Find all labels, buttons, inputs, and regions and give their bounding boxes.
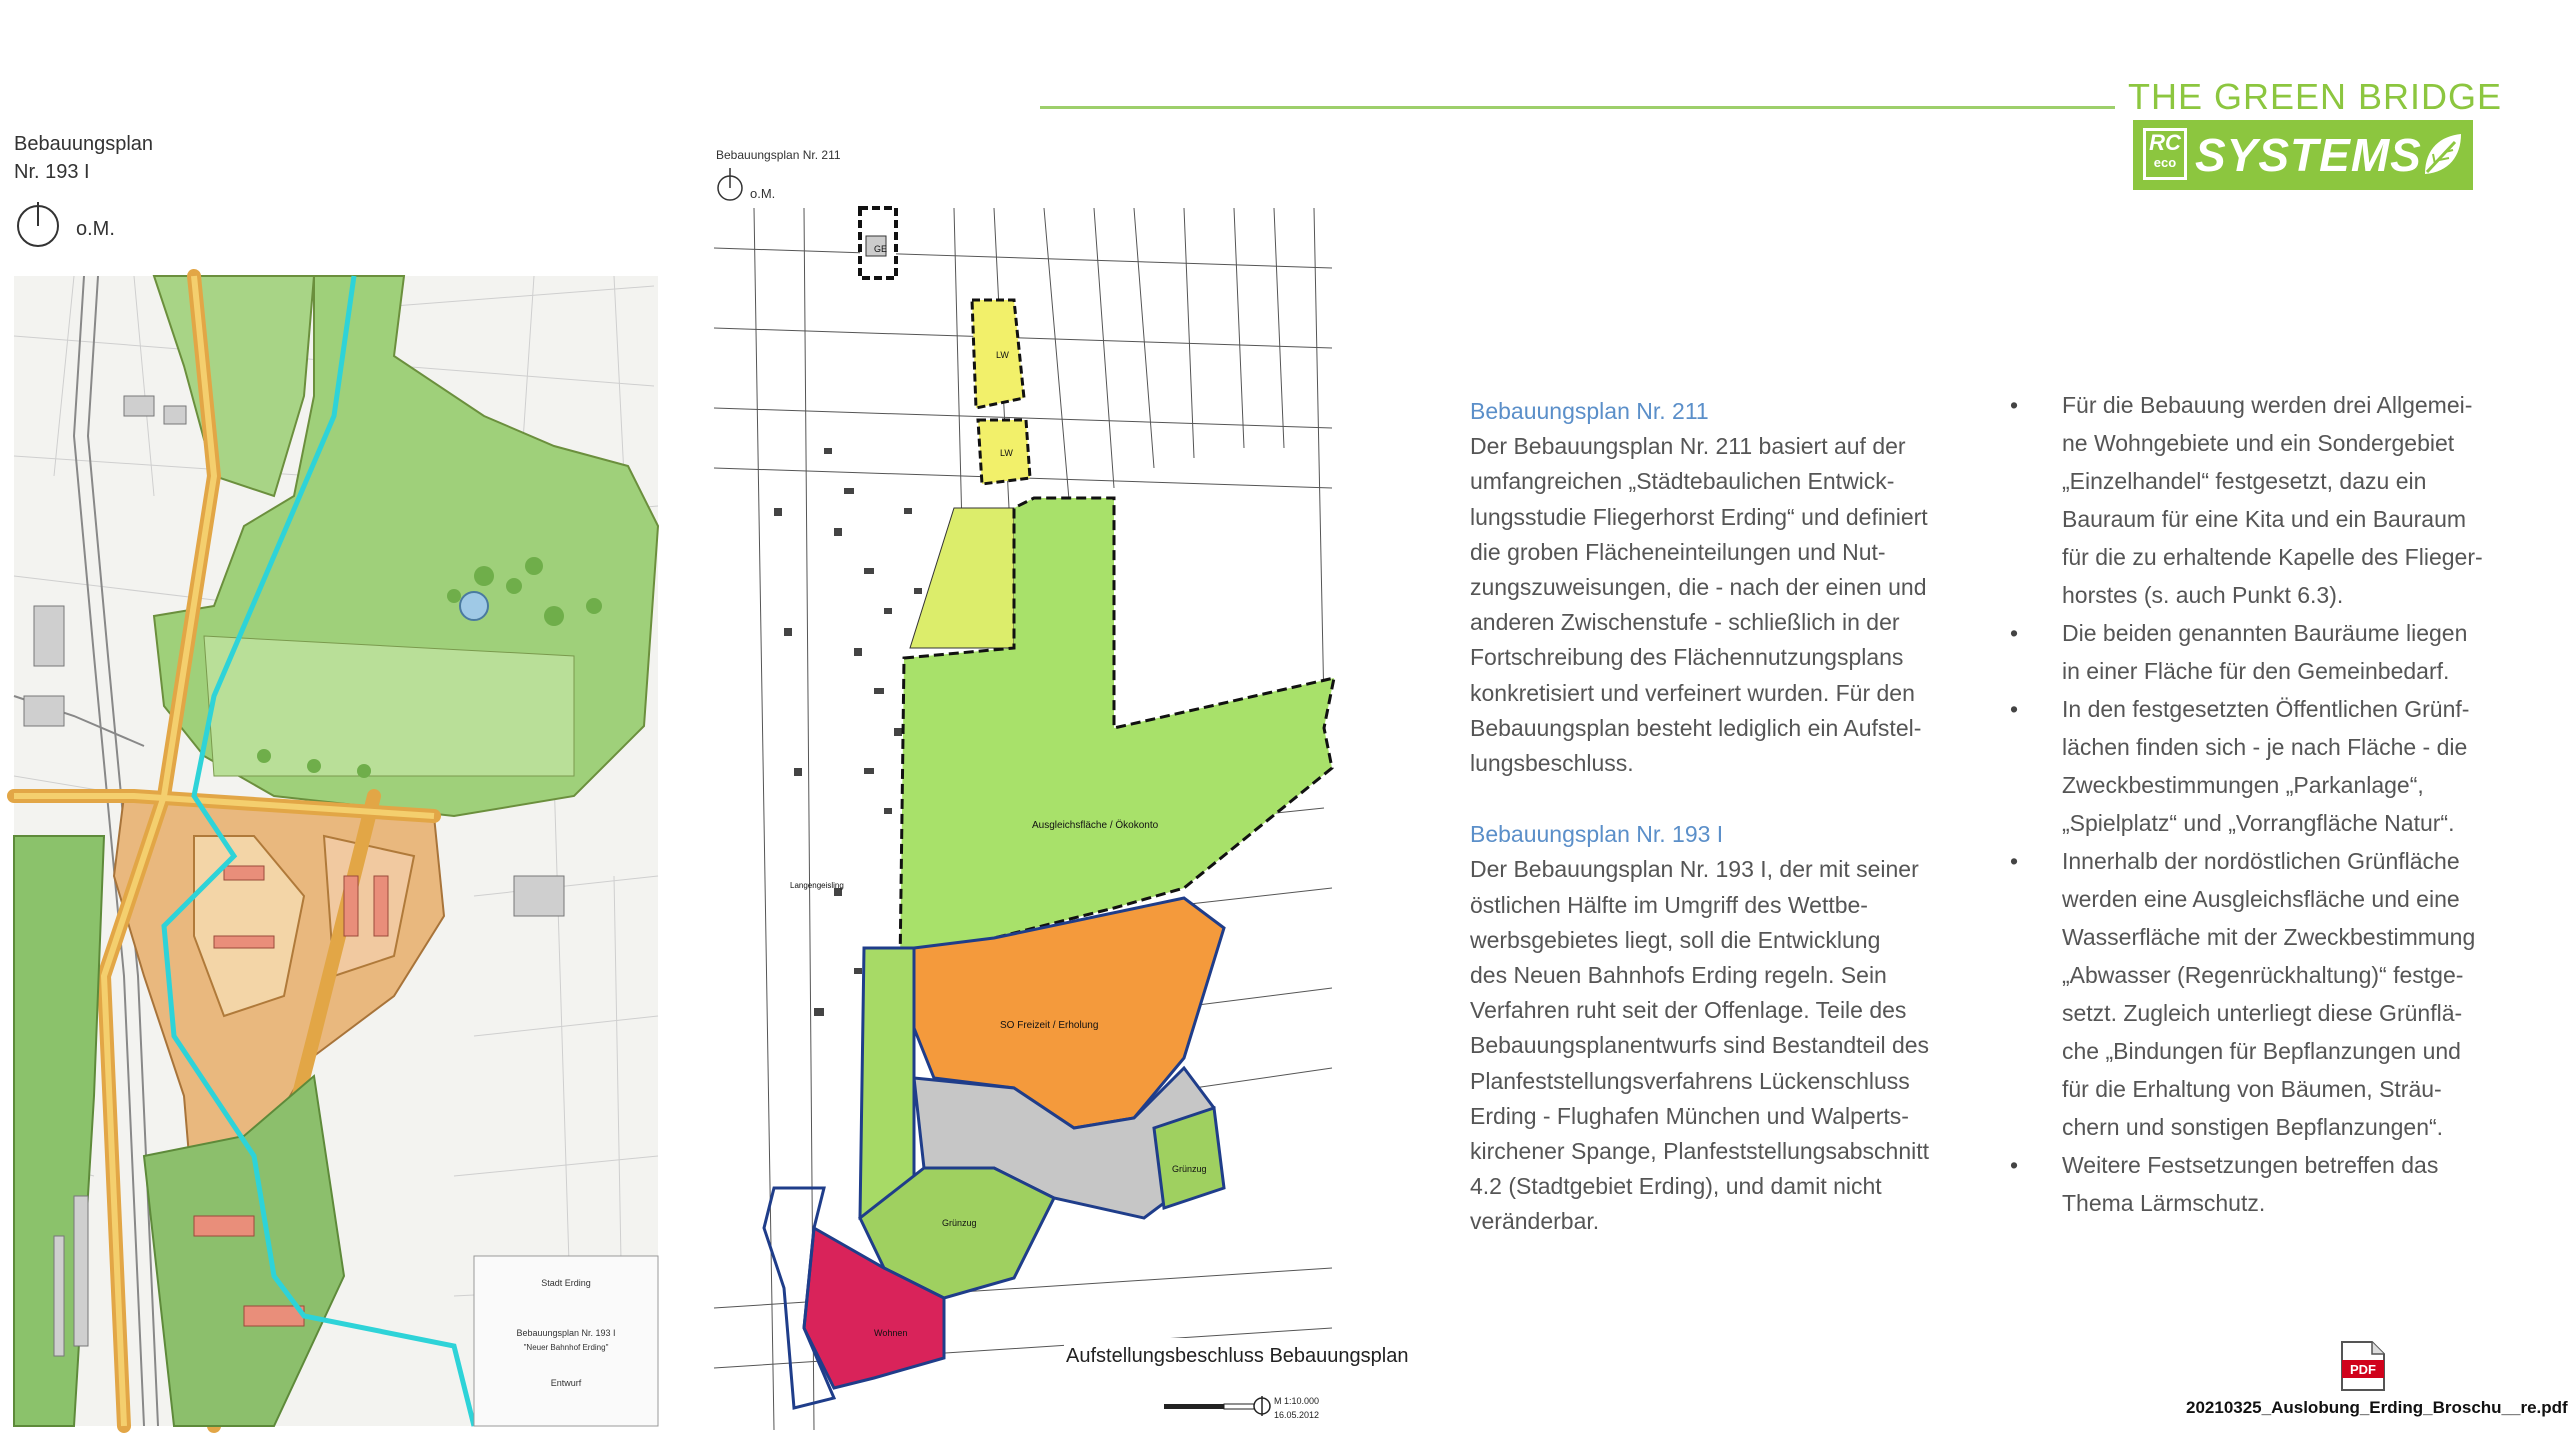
- para-193-line: östlichen Hälfte im Umgriff des Wettbe-: [1470, 891, 1868, 918]
- para-193-line: des Neuen Bahnhofs Erding regeln. Sein: [1470, 962, 1887, 989]
- area-wohnen-label: Wohnen: [874, 1328, 908, 1338]
- left-plan-orientation: o.M.: [76, 218, 115, 240]
- bullet-line: werden eine Ausgleichsfläche und eine: [2062, 886, 2460, 912]
- para-211-line: Der Bebauungsplan Nr. 211 basiert auf der: [1470, 433, 1906, 460]
- bullet-line: ne Wohngebiete und ein Sondergebiet: [2062, 430, 2455, 456]
- para-211-line: die groben Flächeneinteilungen und Nut-: [1470, 538, 1886, 565]
- map-date: 16.05.2012: [1274, 1410, 1320, 1420]
- bullet-item: [2010, 842, 2550, 1146]
- logo-eco-text: eco: [2153, 155, 2177, 170]
- para-211-line: lungsbeschluss.: [1470, 750, 1634, 777]
- mid-plan-label: Bebauungsplan Nr. 211: [716, 148, 841, 162]
- para-193-line: kirchener Spange, Planfeststellungsabschnitt: [1470, 1138, 1930, 1165]
- heading-bplan-211: Bebauungsplan Nr. 211: [1470, 398, 1709, 424]
- north-arrow-icon: [716, 166, 744, 206]
- legend-line-1: Stadt Erding: [541, 1278, 591, 1288]
- brand-logo: [2133, 120, 2473, 190]
- leaf-icon: [2419, 130, 2465, 180]
- bullet-line: für die Erhaltung von Bäumen, Sträu-: [2062, 1076, 2442, 1102]
- legend-line-4: Entwurf: [550, 1378, 582, 1388]
- bullet-line: Bauraum für eine Kita und ein Bauraum: [2062, 506, 2467, 532]
- area-lw2-label: LW: [1000, 448, 1013, 458]
- header-divider: [1040, 106, 2115, 109]
- bullet-line: Wasserfläche mit der Zweckbestimmung: [2062, 924, 2476, 950]
- para-211-line: zungszuweisungen, die - nach der einen und: [1470, 574, 1927, 601]
- left-plan-label: [14, 130, 153, 186]
- area-ge-label: GE: [874, 244, 888, 254]
- text-column-1: [1470, 394, 1970, 1240]
- bullet-line: horstes (s. auch Punkt 6.3).: [2062, 582, 2344, 608]
- heading-bplan-193: Bebauungsplan Nr. 193 I: [1470, 821, 1724, 848]
- para-193-line: werbsgebietes liegt, soll die Entwicklung: [1470, 926, 1881, 953]
- para-193-line: Bebauungsplanentwurfs sind Bestandteil des: [1470, 1032, 1930, 1059]
- street-label: Langengeisling: [790, 881, 844, 890]
- para-211-line: lungsstudie Fliegerhorst Erding“ und definiert: [1470, 503, 1928, 530]
- area-ausgleich-label: Ausgleichsfläche / Ökokonto: [1032, 820, 1159, 831]
- para-211-line: anderen Zwischenstufe - schließlich in der: [1470, 609, 1900, 636]
- bullet-item: [2010, 1146, 2550, 1222]
- plan-193-map: [14, 276, 658, 1426]
- left-plan-label-line2: Nr. 193 I: [14, 161, 90, 183]
- logo-rc-mark: [2143, 128, 2187, 180]
- bullet-line: lächen finden sich - je nach Fläche - die: [2062, 734, 2468, 760]
- bullet-line: „Spielplatz“ und „Vorrangfläche Natur“.: [2062, 810, 2455, 836]
- map-scale: M 1:10.000: [1274, 1396, 1320, 1406]
- plan-211-map: [714, 208, 1409, 1430]
- bullet-line: • Weitere Festsetzungen betreffen das: [2062, 1152, 2439, 1178]
- area-gruenzug1-label: Grünzug: [942, 1218, 977, 1228]
- bullet-line: • Die beiden genannten Bauräume liegen: [2062, 620, 2468, 646]
- north-arrow-icon: [16, 200, 60, 250]
- attachment-filename[interactable]: 20210325_Auslobung_Erding_Broschu__re.pdf: [2186, 1398, 2568, 1417]
- pdf-file-icon[interactable]: [2340, 1340, 2386, 1392]
- bullet-item: [2010, 614, 2550, 690]
- legend-line-3: "Neuer Bahnhof Erding": [523, 1343, 609, 1352]
- brand-title: THE GREEN BRIDGE: [2128, 76, 2503, 117]
- bullet-list: [2010, 386, 2550, 1222]
- area-gruenzug2-label: Grünzug: [1172, 1164, 1207, 1174]
- para-193-line: Erding - Flughafen München und Walperts-: [1470, 1102, 1909, 1129]
- bullet-line: für die zu erhaltende Kapelle des Flieger-: [2062, 544, 2483, 570]
- bullet-item: [2010, 690, 2550, 842]
- para-193-line: 4.2 (Stadtgebiet Erding), und damit nicht: [1470, 1173, 1882, 1200]
- logo-systems-text: SYSTEMS: [2195, 129, 2422, 181]
- left-plan-label-line1: Bebauungsplan: [14, 133, 154, 155]
- bullet-line: • In den festgesetzten Öffentlichen Grünf-: [2062, 696, 2470, 722]
- para-193-line: Verfahren ruht seit der Offenlage. Teile des: [1470, 997, 1907, 1024]
- bullet-item: [2010, 386, 2550, 614]
- bullet-line: setzt. Zugleich unterliegt diese Grünflä-: [2062, 1000, 2463, 1026]
- bullet-line: „Einzelhandel“ festgesetzt, dazu ein: [2062, 468, 2427, 494]
- bullet-line: • Für die Bebauung werden drei Allgemei-: [2062, 392, 2473, 418]
- bullet-line: Thema Lärmschutz.: [2062, 1190, 2266, 1216]
- bullet-line: „Abwasser (Regenrückhaltung)“ festge-: [2062, 962, 2464, 988]
- para-193-line: Der Bebauungsplan Nr. 193 I, der mit seiner: [1470, 856, 1919, 883]
- logo-rc-text: RC: [2149, 130, 2181, 155]
- para-211-line: Fortschreibung des Flächennutzungsplans: [1470, 644, 1904, 671]
- area-lw1-label: LW: [996, 350, 1009, 360]
- bullet-line: • Innerhalb der nordöstlichen Grünfläche: [2062, 848, 2460, 874]
- pdf-icon-label: PDF: [2350, 1362, 2376, 1377]
- area-freizeit-label: SO Freizeit / Erholung: [1000, 1020, 1099, 1031]
- legend-line-2: Bebauungsplan Nr. 193 I: [516, 1328, 616, 1338]
- para-211-line: konkretisiert und verfeinert wurden. Für den: [1470, 679, 1915, 706]
- mid-plan-orientation: o.M.: [750, 186, 776, 201]
- bullet-line: che „Bindungen für Bepflanzungen und: [2062, 1038, 2461, 1064]
- para-193-line: veränderbar.: [1470, 1208, 1600, 1235]
- para-193-line: Planfeststellungsverfahrens Lückenschluss: [1470, 1067, 1910, 1094]
- bullet-line: chern und sonstigen Bepflanzungen“.: [2062, 1114, 2444, 1140]
- map-caption: Aufstellungsbeschluss Bebauungsplan: [1066, 1345, 1409, 1367]
- para-211-line: Bebauungsplan besteht lediglich ein Aufstel-: [1470, 714, 1922, 741]
- para-211-line: umfangreichen „Städtebaulichen Entwick-: [1470, 468, 1895, 495]
- bullet-line: in einer Fläche für den Gemeinbedarf.: [2062, 658, 2450, 684]
- text-column-2: [2010, 386, 2550, 1222]
- bullet-line: Zweckbestimmungen „Parkanlage“,: [2062, 772, 2424, 798]
